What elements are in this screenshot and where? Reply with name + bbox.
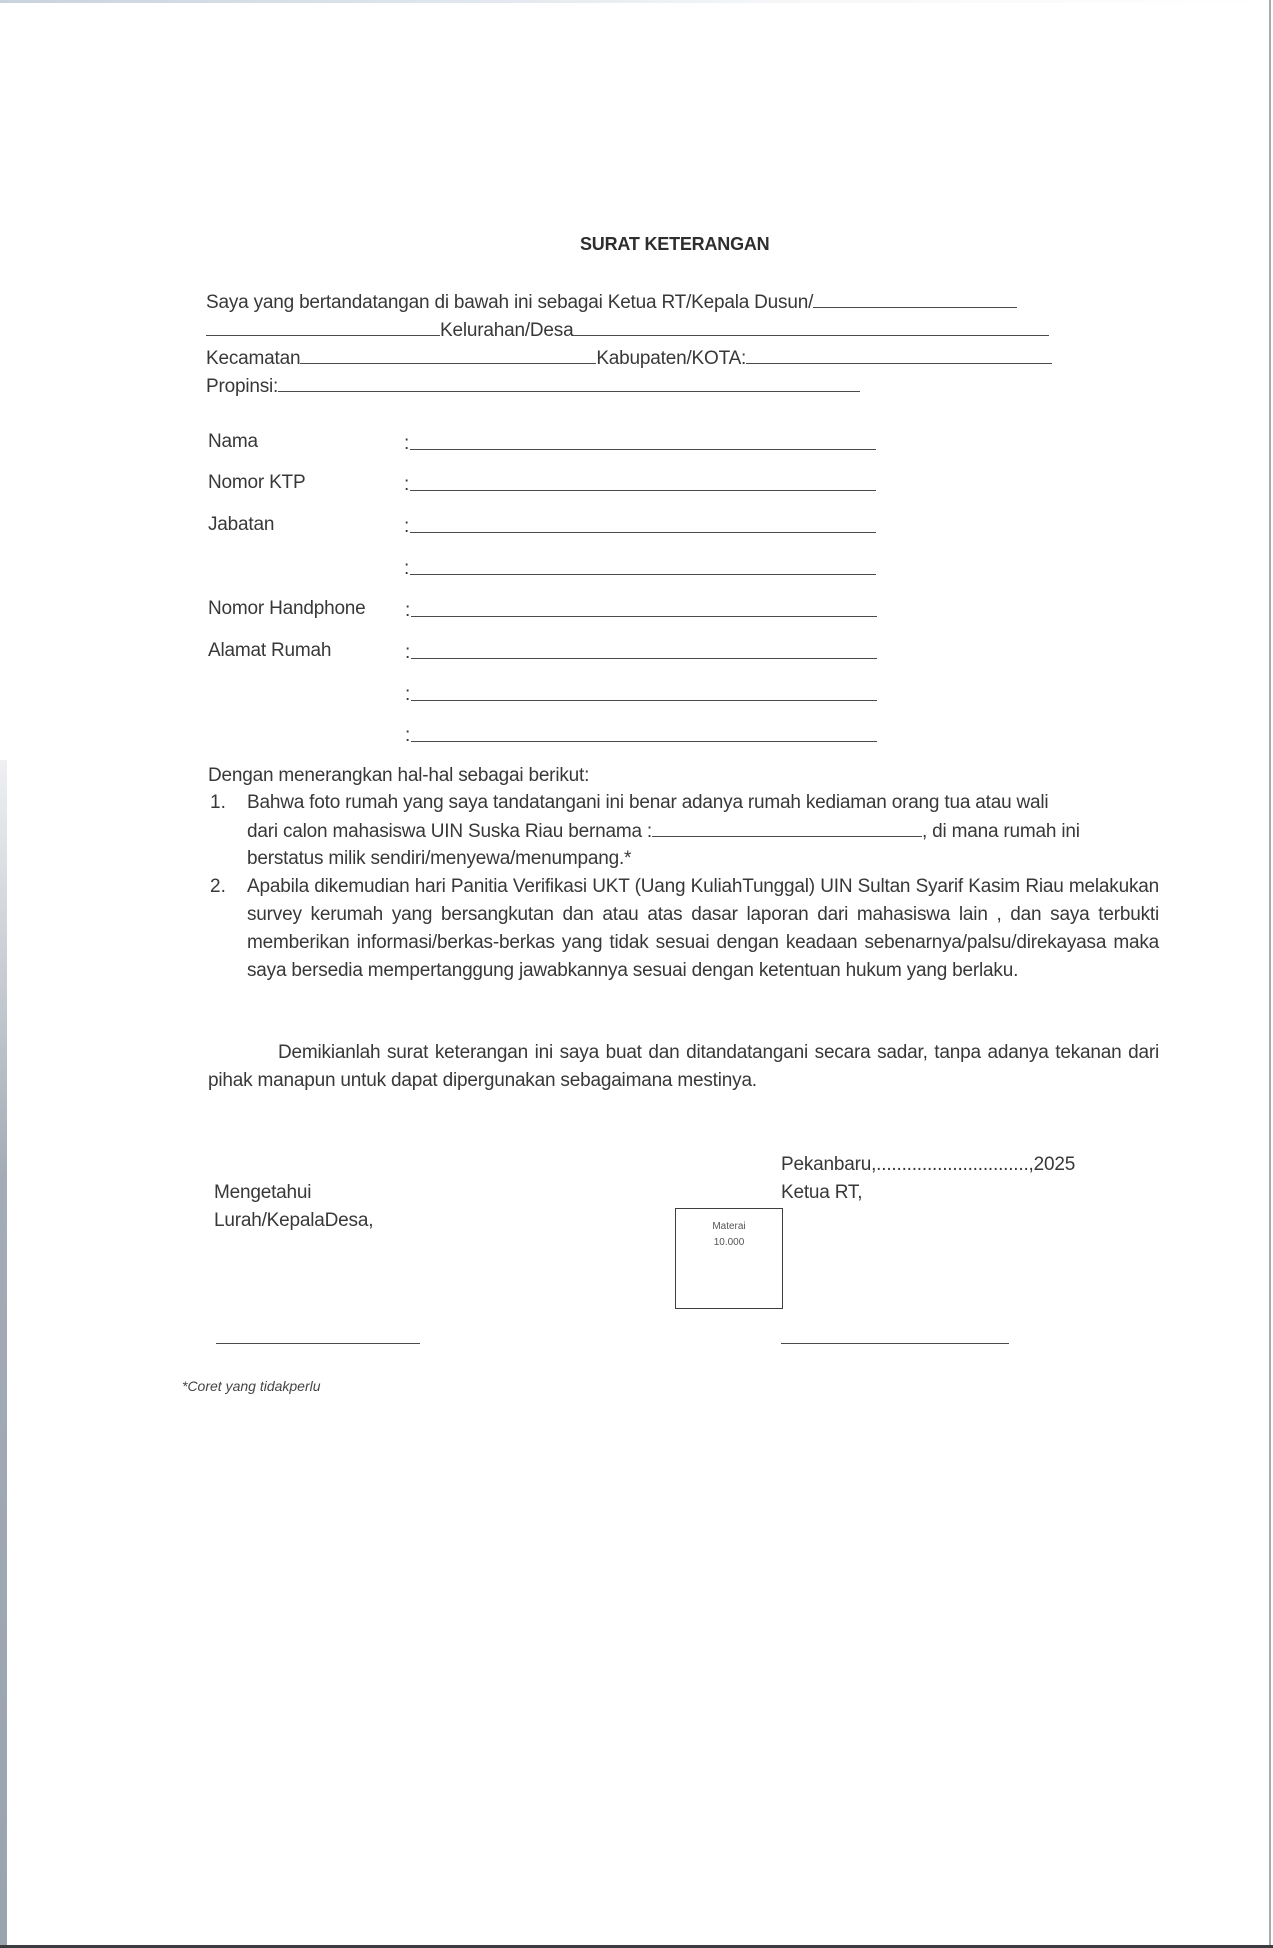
propinsi-label: Propinsi:	[206, 376, 279, 397]
list-number-1: 1.	[210, 792, 226, 813]
item-2-text: Apabila dikemudian hari Panitia Verifikasi UKT (Uang KuliahTunggal) UIN Sultan Syarif Kasim Riau melakukan survey kerumah yang bersangkutan dan atau atas dasar laporan dari mahasiswa lain , dan saya terbukti memberikan informasi/berkas-berkas yang tidak sesuai dengan keadaan sebenarnya/palsu/direkayasa maka saya bersedia mempertanggung jawabkannya sesuai dengan ketentuan hukum yang berlaku.	[247, 876, 1159, 981]
closing-paragraph: Demikianlah surat keterangan ini saya buat dan ditandatangani secara sadar, tanpa adanya tekanan dari pihak manapun untuk dapat dipergunakan sebagaimana mestinya.	[208, 1042, 1159, 1091]
student-name-blank[interactable]	[652, 819, 922, 837]
field-colon: :	[404, 558, 410, 579]
item-1-line-2-suffix: , di mana rumah ini	[921, 821, 1080, 842]
item-1-line-2	[247, 819, 1080, 844]
left-signature-line[interactable]	[216, 1343, 420, 1344]
field-input-alamat-rumah-3[interactable]	[411, 741, 877, 742]
field-input-jabatan-extra[interactable]	[410, 574, 876, 575]
field-input-nomor-handphone[interactable]	[411, 616, 877, 617]
kelurahan-label: Kelurahan/Desa	[440, 320, 574, 341]
header-line-3	[206, 346, 1052, 371]
dusun-name-blank[interactable]	[206, 318, 440, 336]
scan-edge-right	[1269, 0, 1271, 1945]
place-date: Pekanbaru,..............................,2025	[781, 1154, 1076, 1175]
materai-stamp-box	[675, 1208, 783, 1309]
scan-edge-top	[0, 0, 1273, 3]
field-input-alamat-rumah[interactable]	[411, 658, 877, 659]
field-label-nomor-handphone: Nomor Handphone	[208, 598, 366, 619]
header-line-4	[206, 374, 860, 399]
list-number-2: 2.	[210, 876, 226, 897]
field-input-nomor-ktp[interactable]	[410, 490, 876, 491]
propinsi-blank[interactable]	[278, 374, 860, 392]
stamp-value: 10.000	[713, 1237, 745, 1248]
field-colon: :	[405, 600, 411, 621]
field-label-jabatan: Jabatan	[208, 514, 275, 535]
field-colon: :	[404, 433, 410, 454]
left-signer-heading: Mengetahui	[214, 1182, 312, 1203]
field-label-nama: Nama	[208, 431, 258, 452]
dusun-blank[interactable]	[813, 290, 1017, 308]
field-input-nama[interactable]	[410, 449, 876, 450]
kabupaten-label: Kabupaten/KOTA:	[596, 348, 747, 369]
student-name-label: dari calon mahasiswa UIN Suska Riau bernama :	[247, 821, 652, 842]
item-1-line-1: Bahwa foto rumah yang saya tandatangani ini benar adanya rumah kediaman orang tua atau wali	[247, 792, 1049, 813]
right-signature-line[interactable]	[781, 1343, 1009, 1344]
field-colon: :	[404, 516, 410, 537]
header-intro-text: Saya yang bertandatangan di bawah ini sebagai Ketua RT/Kepala Dusun/	[206, 292, 814, 313]
field-colon: :	[405, 684, 411, 705]
field-colon: :	[405, 725, 411, 746]
header-line-1	[206, 290, 1017, 315]
stamp-label: Materai	[712, 1221, 746, 1232]
field-label-alamat-rumah: Alamat Rumah	[208, 640, 332, 661]
kabupaten-blank[interactable]	[746, 346, 1052, 364]
kelurahan-blank[interactable]	[573, 318, 1049, 336]
field-colon: :	[405, 642, 411, 663]
field-input-jabatan[interactable]	[410, 532, 876, 533]
field-colon: :	[404, 474, 410, 495]
statement-intro: Dengan menerangkan hal-hal sebagai berikut:	[208, 765, 590, 786]
item-1-line-3: berstatus milik sendiri/menyewa/menumpang.*	[247, 848, 632, 869]
header-line-2	[206, 318, 1049, 343]
scan-edge-left	[0, 760, 7, 1948]
kecamatan-label: Kecamatan	[206, 348, 301, 369]
field-input-alamat-rumah-2[interactable]	[411, 700, 877, 701]
field-label-nomor-ktp: Nomor KTP	[208, 472, 306, 493]
right-signer-role: Ketua RT,	[781, 1182, 863, 1203]
kecamatan-blank[interactable]	[300, 346, 596, 364]
footnote: *Coret yang tidakperlu	[182, 1378, 321, 1394]
document-title: SURAT KETERANGAN	[580, 234, 770, 254]
left-signer-role: Lurah/KepalaDesa,	[214, 1210, 374, 1231]
